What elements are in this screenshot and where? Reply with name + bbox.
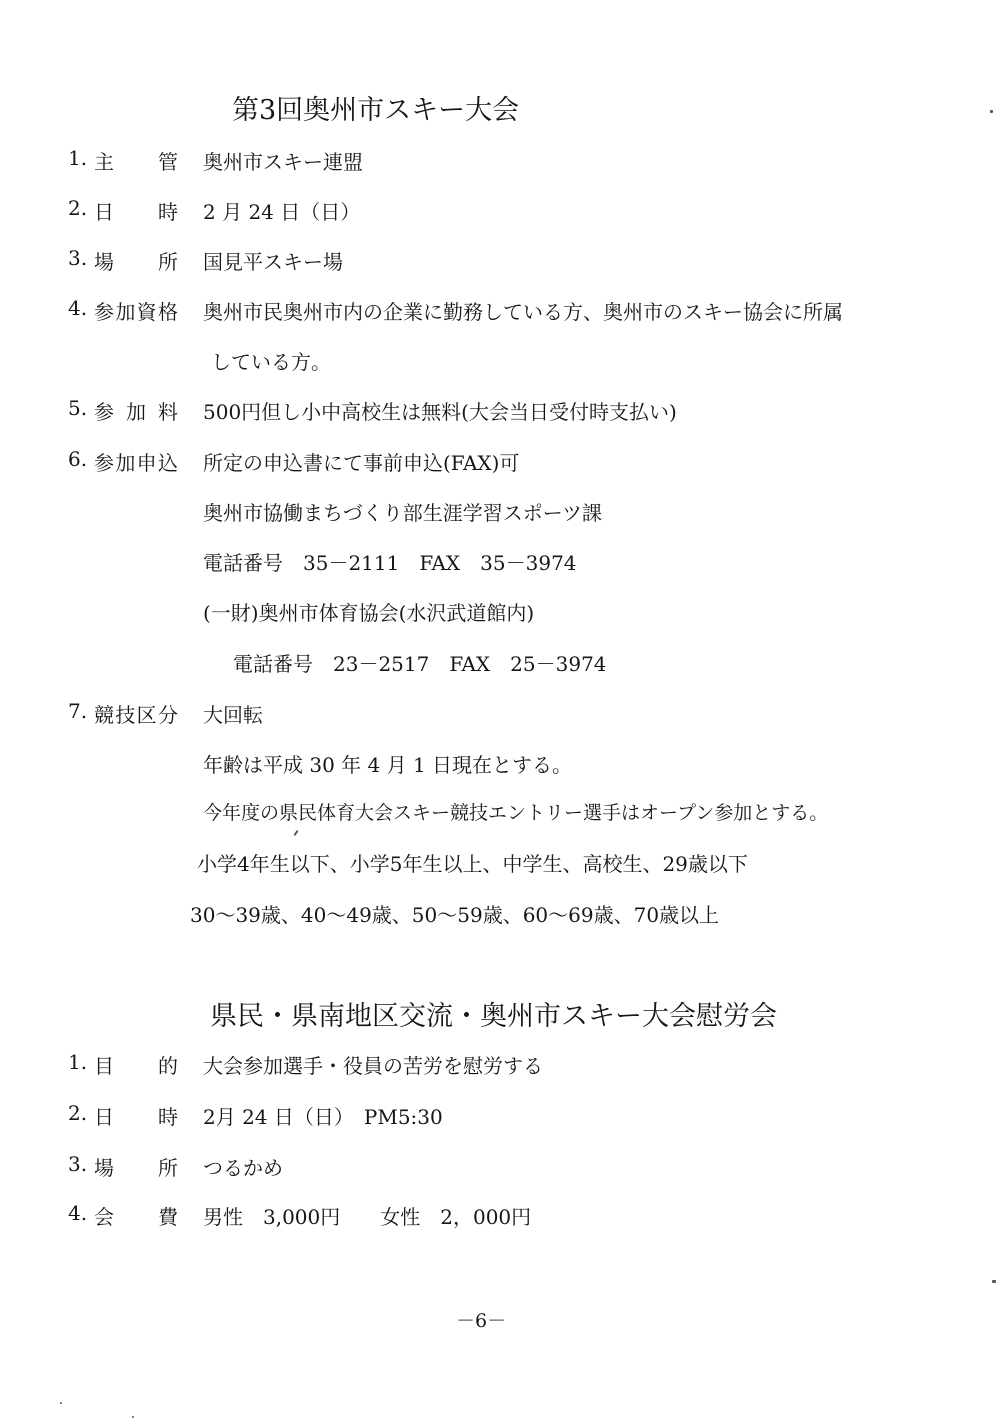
section2-item1-value: 大会参加選手・役員の苦労を慰労する: [203, 1054, 543, 1078]
scan-speck: [293, 830, 298, 836]
section1-title: 第3回奥州市スキー大会: [232, 95, 520, 126]
section1-item6-value-line2: 奥州市協働まちづくり部生涯学習スポーツ課: [203, 501, 602, 525]
scan-speck: [990, 110, 993, 113]
section1-item1-label: 主 管: [94, 150, 178, 174]
section1-item4-label: 参 加 資 格: [94, 300, 178, 324]
section1-item2-value: 2 月 24 日（日）: [203, 200, 361, 224]
section1-item3-label: 場 所: [94, 250, 178, 274]
section1-item6-label: 参 加 申 込: [94, 451, 178, 475]
section2-item2-value: 2月 24 日（日） PM5:30: [203, 1105, 443, 1129]
section1-item2-number: 2.: [68, 196, 88, 220]
section1-item5-number: 5.: [68, 396, 88, 420]
section1-item7-label: 競 技 区 分: [94, 703, 178, 727]
section2-item3-label: 場 所: [94, 1156, 178, 1180]
scan-speck: [992, 1280, 996, 1283]
section2-item1-number: 1.: [68, 1050, 88, 1074]
section1-item2-label: 日 時: [94, 200, 178, 224]
page-number: －6－: [456, 1310, 507, 1332]
section1-item6-value-line4: (一財)奥州市体育協会(水沢武道館内): [203, 601, 535, 625]
section1-item3-number: 3.: [68, 246, 88, 270]
section2-item2-label: 日 時: [94, 1105, 178, 1129]
section1-item7-value-line3: 今年度の県民体育大会スキー競技エントリー選手はオープン参加とする。: [203, 802, 829, 824]
section1-item7-number: 7.: [68, 699, 88, 723]
section1-item4-number: 4.: [68, 296, 88, 320]
section1-item4-value-line2: している方。: [211, 350, 331, 374]
section2-item4-number: 4.: [68, 1201, 88, 1225]
section2-title: 県民・県南地区交流・奥州市スキー大会慰労会: [210, 1001, 777, 1032]
section1-item7-value-line1: 大回転: [203, 703, 263, 727]
section1-item1-number: 1.: [68, 146, 88, 170]
section1-item5-value: 500円但し小中高校生は無料(大会当日受付時支払い): [203, 400, 677, 424]
scan-speck: [60, 1402, 62, 1404]
section1-item3-value: 国見平スキー場: [203, 250, 343, 274]
section1-item7-value-line5: 30～39歳、40～49歳、50～59歳、60～69歳、70歳以上: [190, 903, 720, 927]
section1-item6-value-line3: 電話番号 35－2111 FAX 35－3974: [203, 551, 577, 575]
section2-item3-value: つるかめ: [203, 1156, 283, 1180]
section1-item5-label: 参 加 料: [94, 400, 178, 424]
section2-item2-number: 2.: [68, 1101, 88, 1125]
section1-item6-value-line5: 電話番号 23－2517 FAX 25－3974: [233, 652, 607, 676]
section2-item1-label: 目 的: [94, 1054, 178, 1078]
section2-item4-value: 男性 3,000円 女性 2，000円: [203, 1205, 532, 1229]
section1-item1-value: 奥州市スキー連盟: [203, 150, 363, 174]
section1-item4-value-line1: 奥州市民奥州市内の企業に勤務している方、奥州市のスキー協会に所属: [203, 300, 843, 324]
section2-item4-label: 会 費: [94, 1205, 178, 1229]
section1-item7-value-line2: 年齢は平成 30 年 4 月 1 日現在とする。: [203, 753, 573, 777]
section1-item6-value-line1: 所定の申込書にて事前申込(FAX)可: [203, 451, 520, 475]
section1-item7-value-line4: 小学4年生以下、小学5年生以上、中学生、高校生、29歳以下: [197, 852, 748, 876]
section1-item6-number: 6.: [68, 447, 88, 471]
scan-speck: [132, 1416, 134, 1418]
section2-item3-number: 3.: [68, 1152, 88, 1176]
